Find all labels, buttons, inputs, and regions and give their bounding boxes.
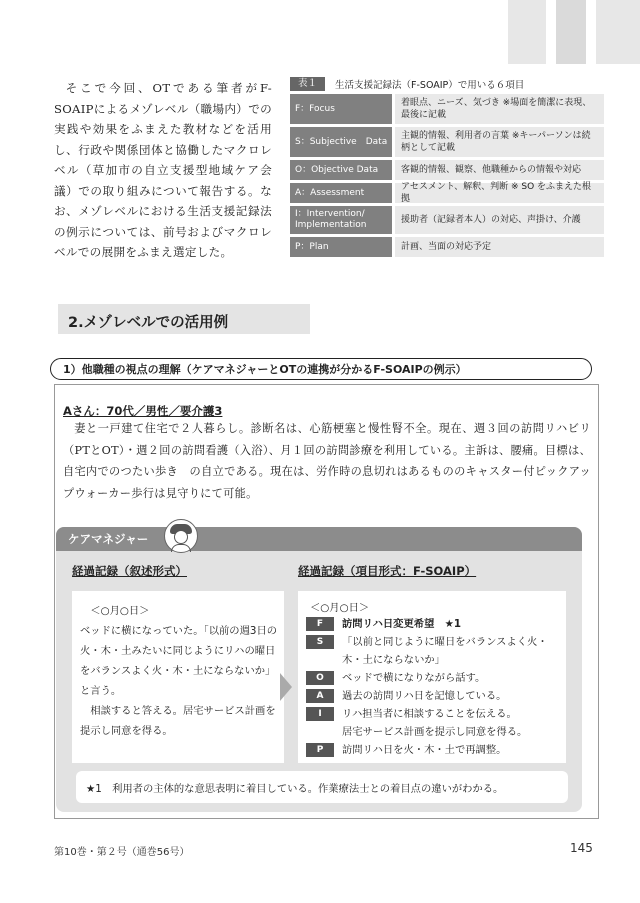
case-description: 妻と一戸建て住宅で２人暮らし。診断名は、心筋梗塞と慢性腎不全。現在、週３回の訪問リハビリ（PTとOT）・週２回の訪問看護（入浴）、月１回の訪問診療を利用している。主訴は、腰痛。目標は、自宅内でのつたい歩き の自立である。現在は、労作時の息切れはあるもののキャスター付ピックアップウォーカー歩行は見守りにて可能。 [63,422,591,500]
soap-badge: I [306,707,334,721]
care-manager-panel [56,527,582,812]
narrative-text: ベッドに横になっていた。「以前の週3日の火・木・土みたいに同じようにリハの曜日をバランスよく火・木・土にならないか」と言う。 相談すると答える。居宅サービス計画を提示し同意を得る。 [80,625,278,737]
soap-record [298,591,566,763]
soap-text: 訪問リハ日を火・木・土で再調整。 [342,744,507,756]
soap-item [306,741,564,759]
soap-badge [306,725,334,739]
soap-text: ベッドで横になりながら話す。 [342,672,486,684]
soap-badge: O [306,671,334,685]
soap-heading: 経過記録（項目形式：F-SOAIP） [298,564,477,578]
soap-item [306,669,564,687]
table-value: アセスメント、解釈、判断 ※ SO をふまえた根拠 [395,183,604,203]
soap-item [306,615,564,633]
soap-item [306,723,564,741]
table-key: S：Subjective Data [290,127,392,157]
narrative-record [72,591,284,763]
header-stripe [556,0,586,64]
page-number: 145 [570,841,593,855]
panel-header [56,527,582,551]
table-value: 着眼点、ニーズ、気づき ※場面を簡潔に表現、最後に記載 [395,94,604,124]
soap-date: ＜○月○日＞ [310,602,370,614]
soap-text: 訪問リハ日変更希望 ★1 [342,618,462,630]
table-value: 援助者（記録者本人）の対応、声掛け、介護 [395,206,604,234]
table-badge: 表１ [290,77,325,91]
table-caption-text: 生活支援記録法（F-SOAIP）で用いる６項目 [335,80,525,91]
case-title: Aさん：70代／男性／要介護3 [63,404,223,418]
soap-text: 過去の訪問リハ日を記憶している。 [342,690,507,702]
table-key: I：Intervention/ Implementation [290,206,392,234]
table-value: 主観的情報、利用者の言葉 ※キーパーソンは続柄として記載 [395,127,604,157]
panel-label: ケアマネジャー [68,532,149,546]
arrow-right-icon [280,673,292,701]
fsoaip-table [290,94,604,260]
table-row [290,183,604,203]
section-heading: 2.メゾレベルでの活用例 [58,304,310,334]
issue-info: 第10巻・第２号（通巻56号） [54,847,190,858]
table-row [290,206,604,234]
care-manager-avatar-icon [164,519,198,553]
subsection-heading: 1）他職種の視点の理解（ケアマネジャーとOTの連携が分かるF-SOAIPの例示） [50,358,592,380]
narrative-date: ＜○月○日＞ [90,605,150,617]
table-caption [290,77,604,91]
soap-text: 居宅サービス計画を提示し同意を得る。 [342,726,528,738]
table-value: 計画、当面の対応予定 [395,237,604,257]
narrative-heading: 経過記録（叙述形式） [72,564,187,578]
table-row [290,127,604,157]
table-key: F：Focus [290,94,392,124]
soap-badge: A [306,689,334,703]
table-row [290,237,604,257]
soap-item [306,705,564,723]
footnote-box: ★1 利用者の主体的な意思表明に着目している。作業療法士との着目点の違いがわかる。 [76,771,568,803]
soap-text: 「以前と同じように曜日をバランスよく火・木・土にならないか」 [342,636,548,666]
table-key: O：Objective Data [290,160,392,180]
intro-paragraph: そこで今回、OTである筆者がF-SOAIPによるメゾレベル（職場内）での実践や効果をふまえた教材などを活用し、行政や関係団体と協働したマクロレベル（草加市の自立支援型地域ケア会議）での取り組みについて報告する。なお、メゾレベルにおける生活支援記録法の例示については、前号およびマクロレベルでの展開をふまえ選定した。 [54,81,272,259]
soap-badge: S [306,635,334,649]
table-row [290,94,604,124]
soap-badge: F [306,617,334,631]
table-value: 客観的情報、観察、他職種からの情報や対応 [395,160,604,180]
soap-badge: P [306,743,334,757]
header-stripe [596,0,640,64]
soap-item [306,687,564,705]
soap-text: リハ担当者に相談することを伝える。 [342,708,517,720]
table-key: A：Assessment [290,183,392,203]
soap-item [306,633,564,669]
header-stripe [508,0,546,64]
table-key: P：Plan [290,237,392,257]
table-row [290,160,604,180]
